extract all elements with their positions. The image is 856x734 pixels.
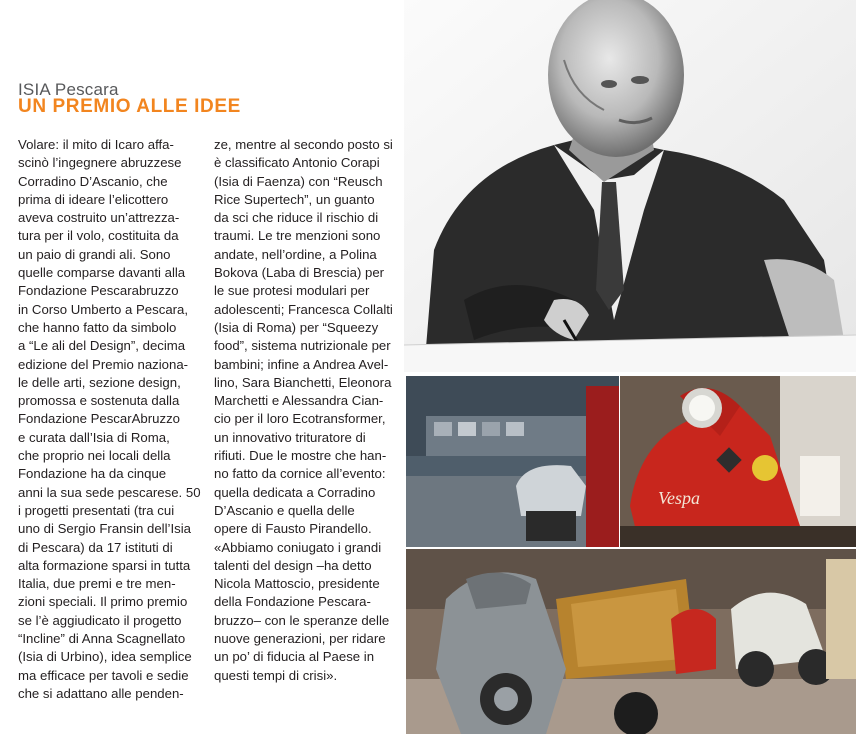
text-line: le delle arti, sezione design,	[18, 374, 181, 390]
text-line: di Pescara) da 17 istituti di	[18, 539, 173, 555]
text-line: le sue protesi modulari per	[214, 283, 370, 299]
red-vespa-photo	[620, 376, 856, 547]
text-line: un innovativo trituratore di	[214, 429, 366, 445]
text-line: se l’è aggiudicato il progetto	[18, 612, 182, 628]
text-line: adolescenti; Francesca Collalti	[214, 301, 393, 317]
text-line: edizione del Premio naziona-	[18, 356, 189, 372]
text-line: Volare: il mito di Icaro affa-	[18, 137, 174, 152]
text-line: Bokova (Laba di Brescia) per	[214, 265, 385, 281]
text-line: Fondazione ha da cinque	[18, 466, 167, 482]
text-line: andate, nell’ordine, a Polina	[214, 246, 377, 262]
exhibition-photo-left	[406, 376, 619, 547]
kicker: ISIA Pescara	[18, 80, 119, 99]
text-line: Marchetti e Alessandra Cian-	[214, 393, 384, 409]
text-line: i progetti presentati (tra cui	[18, 502, 175, 518]
text-line: no fatto da cornice all’evento:	[214, 466, 386, 482]
text-line: Corradino D’Ascanio, che	[18, 173, 168, 189]
text-line: (Isia di Roma) per “Squeezy	[214, 319, 379, 335]
headline: UN PREMIO ALLE IDEE	[18, 96, 241, 117]
text-line: e curata dall’Isia di Roma,	[18, 429, 170, 445]
text-line: aveva costruito un’attrezza-	[18, 210, 180, 226]
text-line: (Isia di Urbino), idea semplice	[18, 649, 192, 665]
text-line: è classificato Antonio Corapi	[214, 155, 380, 171]
text-line: Italia, due premi e tre men-	[18, 576, 176, 592]
text-line: prima di ideare l’elicottero	[18, 191, 169, 207]
text-line: traumi. Le tre menzioni sono	[214, 228, 381, 244]
text-line: “Incline” di Anna Scagnellato	[18, 631, 186, 647]
text-line: lino, Sara Bianchetti, Eleonora	[214, 374, 392, 390]
text-line: quelle comparse davanti alla	[18, 265, 186, 281]
text-line: ze, mentre al secondo posto si	[214, 137, 393, 152]
text-line: «Abbiamo coniugato i grandi	[214, 539, 382, 555]
text-line: food”, sistema nutrizionale per	[214, 338, 391, 354]
text-line: rifiuti. Due le mostre che han-	[214, 448, 387, 464]
text-line: cio per il loro Ecotransformer,	[214, 411, 386, 427]
text-line: un po’ di fiducia al Paese in	[214, 649, 375, 665]
text-line: Fondazione Pescarabruzzo	[18, 283, 179, 299]
text-line: Rice Supertech”, un guanto	[214, 191, 375, 207]
text-column-2	[214, 136, 394, 685]
text-line: quella dedicata a Corradino	[214, 484, 376, 500]
text-line: (Isia di Faenza) con “Reusch	[214, 173, 383, 189]
vespa-badge-text: Vespa	[658, 488, 700, 508]
text-line: della Fondazione Pescara-	[214, 594, 371, 610]
text-line: un paio di grandi ali. Sono	[18, 246, 171, 262]
text-line: questi tempi di crisi».	[214, 667, 338, 683]
text-line: ma efficace per tavoli e sedie	[18, 667, 189, 683]
text-column-1	[18, 136, 202, 703]
text-line: D’Ascanio e quella delle	[214, 502, 355, 518]
text-line: bruzzo– con le speranze delle	[214, 612, 390, 628]
text-line: che si adattano alle penden-	[18, 685, 184, 701]
text-line: opere di Fausto Pirandello.	[214, 521, 372, 537]
text-line: bambini; infine a Andrea Avel-	[214, 356, 389, 372]
text-line: talenti del design –ha detto	[214, 557, 372, 573]
text-line: che proprio nei locali della	[18, 448, 171, 464]
text-line: a “Le ali del Design”, decima	[18, 338, 186, 354]
text-line: scinò l’ingegnere abruzzese	[18, 155, 182, 171]
grey-vespas-photo	[406, 549, 856, 734]
text-line: Nicola Mattoscio, presidente	[214, 576, 380, 592]
text-line: promossa e sostenuta dalla	[18, 393, 180, 409]
text-line: nuove generazioni, per ridare	[214, 631, 386, 647]
text-line: zioni speciali. Il primo premio	[18, 594, 188, 610]
portrait-photo	[404, 0, 856, 372]
text-line: in Corso Umberto a Pescara,	[18, 301, 189, 317]
text-line: che hanno fatto da simbolo	[18, 319, 177, 335]
text-line: anni la sua sede pescarese. 50	[18, 484, 201, 500]
text-line: uno di Sergio Fransin dell’Isia	[18, 521, 191, 537]
text-line: tura per il volo, costituita da	[18, 228, 179, 244]
text-line: Fondazione PescarAbruzzo	[18, 411, 181, 427]
text-line: alta formazione sparsi in tutta	[18, 557, 191, 573]
text-line: da sci che riduce il rischio di	[214, 210, 379, 226]
